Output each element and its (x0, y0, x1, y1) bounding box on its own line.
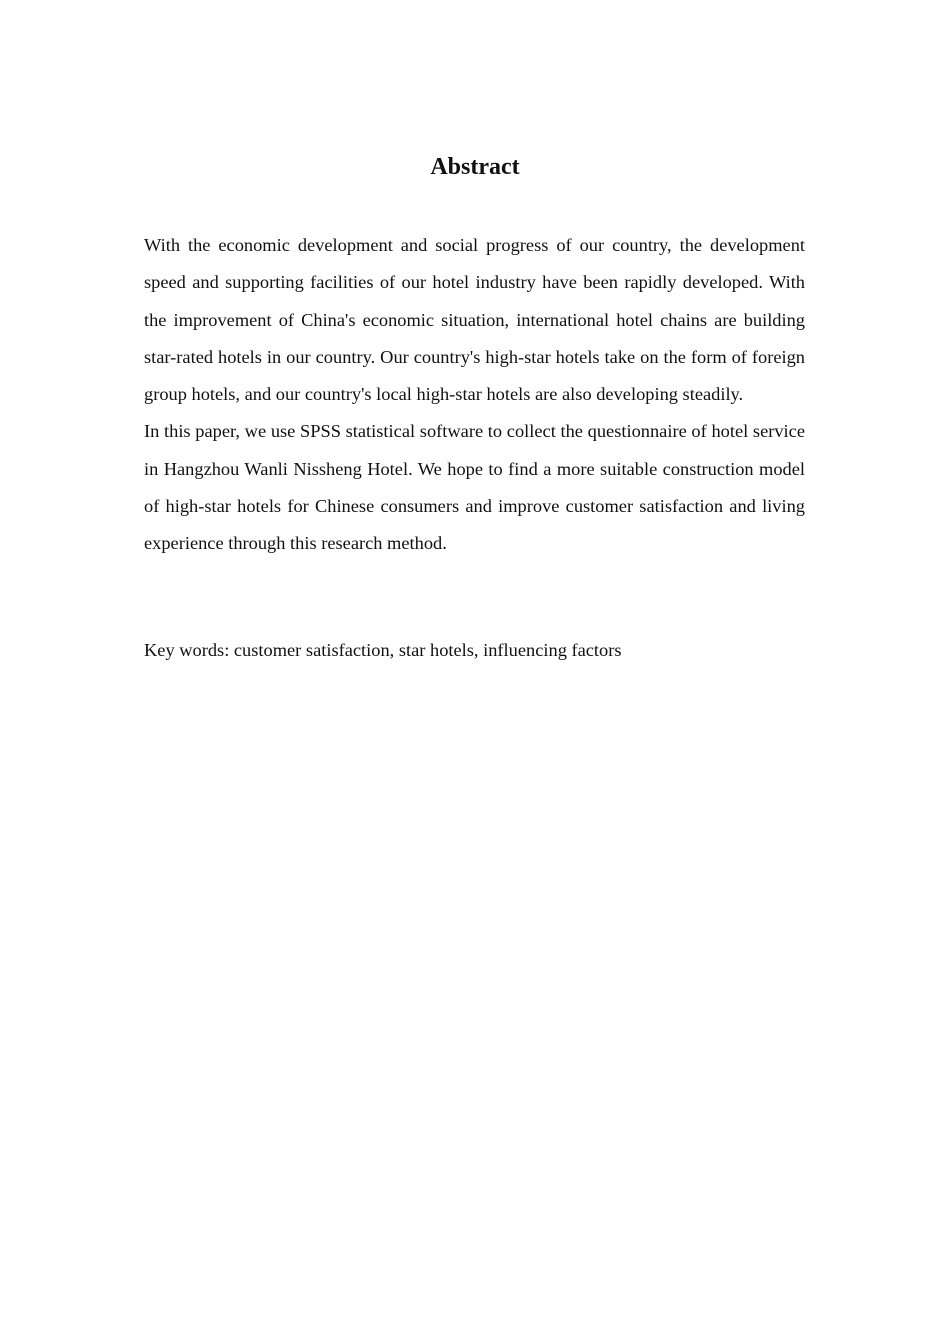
abstract-paragraph-2: In this paper, we use SPSS statistical software to collect the questionnaire of hotel service in Hangzhou Wanli Nissheng Hotel. We hope to find a more suitable construction model of high-star hotels for Chinese consumers and improve customer satisfaction and living experience through this research method. (144, 421, 805, 554)
page-title: Abstract (430, 154, 520, 180)
abstract-paragraph-1: With the economic development and social progress of our country, the development speed and supporting facilities of our hotel industry have been rapidly developed. With the improvement of China's economic situation, international hotel chains are building star-rated hotels in our country. Our country's high-star hotels take on the form of foreign group hotels, and our country's local high-star hotels are also developing steadily. (144, 235, 805, 405)
keywords-line: Key words: customer satisfaction, star hotels, influencing factors (144, 640, 622, 660)
abstract-body (144, 227, 805, 563)
